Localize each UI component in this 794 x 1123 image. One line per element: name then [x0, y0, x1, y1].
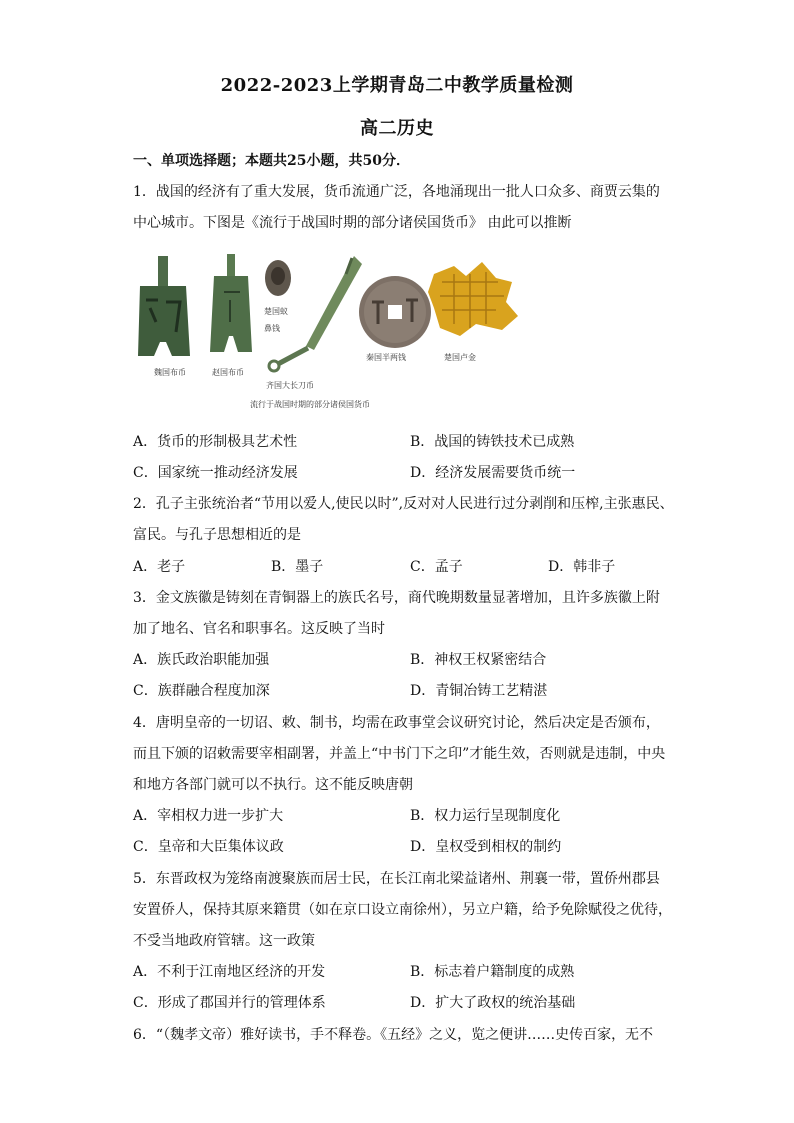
section-heading: 一、单项选择题；本题共25小题，共50分．: [133, 153, 410, 169]
question-3-option-b[interactable]: B．神权王权紧密结合: [410, 652, 547, 668]
question-3-line-1: 3．金文族徽是铸刻在青铜器上的族氏名号，商代晚期数量显著增加，且许多族徽上附: [133, 590, 660, 606]
question-1-line-1: 1．战国的经济有了重大发展，货币流通广泛，各地涌现出一批人口众多、商贾云集的: [133, 184, 660, 200]
question-3-line-2: 加了地名、官名和职事名。这反映了当时: [133, 621, 385, 637]
question-4-line-1: 4．唐明皇帝的一切诏、敕、制书，均需在政事堂会议研究讨论，然后决定是否颁布，: [133, 715, 660, 731]
question-6-line-1: 6．“（魏孝文帝）雅好读书，手不释卷。《五经》之义，览之便讲……史传百家，无不: [133, 1027, 654, 1043]
question-4-option-a[interactable]: A．宰相权力进一步扩大: [133, 808, 284, 824]
document-subtitle: 高二历史: [360, 118, 434, 139]
chu-antnose-coin-image: [265, 260, 291, 296]
question-5-option-b[interactable]: B．标志着户籍制度的成熟: [410, 964, 575, 980]
question-4-option-d[interactable]: D．皇权受到相权的制约: [410, 839, 562, 855]
question-3-option-a[interactable]: A．族氏政治职能加强: [133, 652, 270, 668]
wei-coin-label: 魏国布币: [154, 368, 186, 377]
question-1-option-b[interactable]: B．战国的铸铁技术已成熟: [410, 434, 575, 450]
question-2-option-a[interactable]: A．老子: [133, 559, 186, 575]
zhao-coin-label: 赵国布币: [212, 368, 244, 377]
question-5-option-d[interactable]: D．扩大了政权的统治基础: [410, 995, 576, 1011]
qi-coin-label: 齐国大长刀币: [266, 381, 314, 390]
question-2-option-b[interactable]: B．墨子: [271, 559, 324, 575]
question-1-option-d[interactable]: D．经济发展需要货币统一: [410, 465, 576, 481]
question-2-line-2: 富民。与孔子思想相近的是: [133, 527, 301, 543]
question-5-option-a[interactable]: A．不利于江南地区经济的开发: [133, 964, 326, 980]
question-5-line-3: 不受当地政府管辖。这一政策: [133, 933, 315, 949]
chu-gold-plate-image: [428, 262, 518, 336]
question-5-line-1: 5．东晋政权为笼络南渡聚族而居士民，在长江南北梁益诸州、荆襄一带，置侨州郡县: [133, 871, 660, 887]
figure-caption: 流行于战国时期的部分诸侯国货币: [250, 400, 370, 409]
question-3-option-d[interactable]: D．青铜冶铸工艺精湛: [410, 683, 548, 699]
question-5-line-2: 安置侨人，保持其原来籍贯（如在京口设立南徐州），另立户籍，给予免除赋役之优待，: [133, 902, 672, 918]
zhao-spade-coin-image: [210, 254, 252, 352]
chu-antnose-label-2: 鼻钱: [264, 324, 280, 333]
chu-gold-label: 楚国卢金: [444, 353, 476, 362]
question-4-line-3: 和地方各部门就可以不执行。这不能反映唐朝: [133, 777, 413, 793]
document-title: 2022-2023上学期青岛二中教学质量检测: [220, 75, 574, 96]
question-4-option-b[interactable]: B．权力运行呈现制度化: [410, 808, 561, 824]
qin-banliang-coin-image: [359, 276, 431, 348]
qin-coin-label: 秦国半两钱: [366, 353, 406, 362]
question-5-option-c[interactable]: C．形成了郡国并行的管理体系: [133, 995, 326, 1011]
question-4-line-2: 而且下颁的诏敕需要宰相副署，并盖上“中书门下之印”才能生效，否则就是违制，中央: [133, 746, 666, 762]
question-3-option-c[interactable]: C．族群融合程度加深: [133, 683, 270, 699]
coins-figure: [136, 252, 522, 412]
wei-spade-coin-image: [138, 256, 190, 356]
chu-antnose-label: 楚国蚁: [264, 307, 288, 316]
question-4-option-c[interactable]: C．皇帝和大臣集体议政: [133, 839, 284, 855]
question-2-option-d[interactable]: D．韩非子: [548, 559, 616, 575]
question-2-line-1: 2．孔子主张统治者“节用以爱人,使民以时”,反对对人民进行过分剥削和压榨,主张惠民、: [133, 496, 674, 512]
question-1-option-a[interactable]: A．货币的形制极具艺术性: [133, 434, 298, 450]
question-1-line-2: 中心城市。下图是《流行于战国时期的部分诸侯国货币》 由此可以推断: [133, 215, 572, 231]
question-1-option-c[interactable]: C．国家统一推动经济发展: [133, 465, 298, 481]
question-2-option-c[interactable]: C．孟子: [410, 559, 463, 575]
